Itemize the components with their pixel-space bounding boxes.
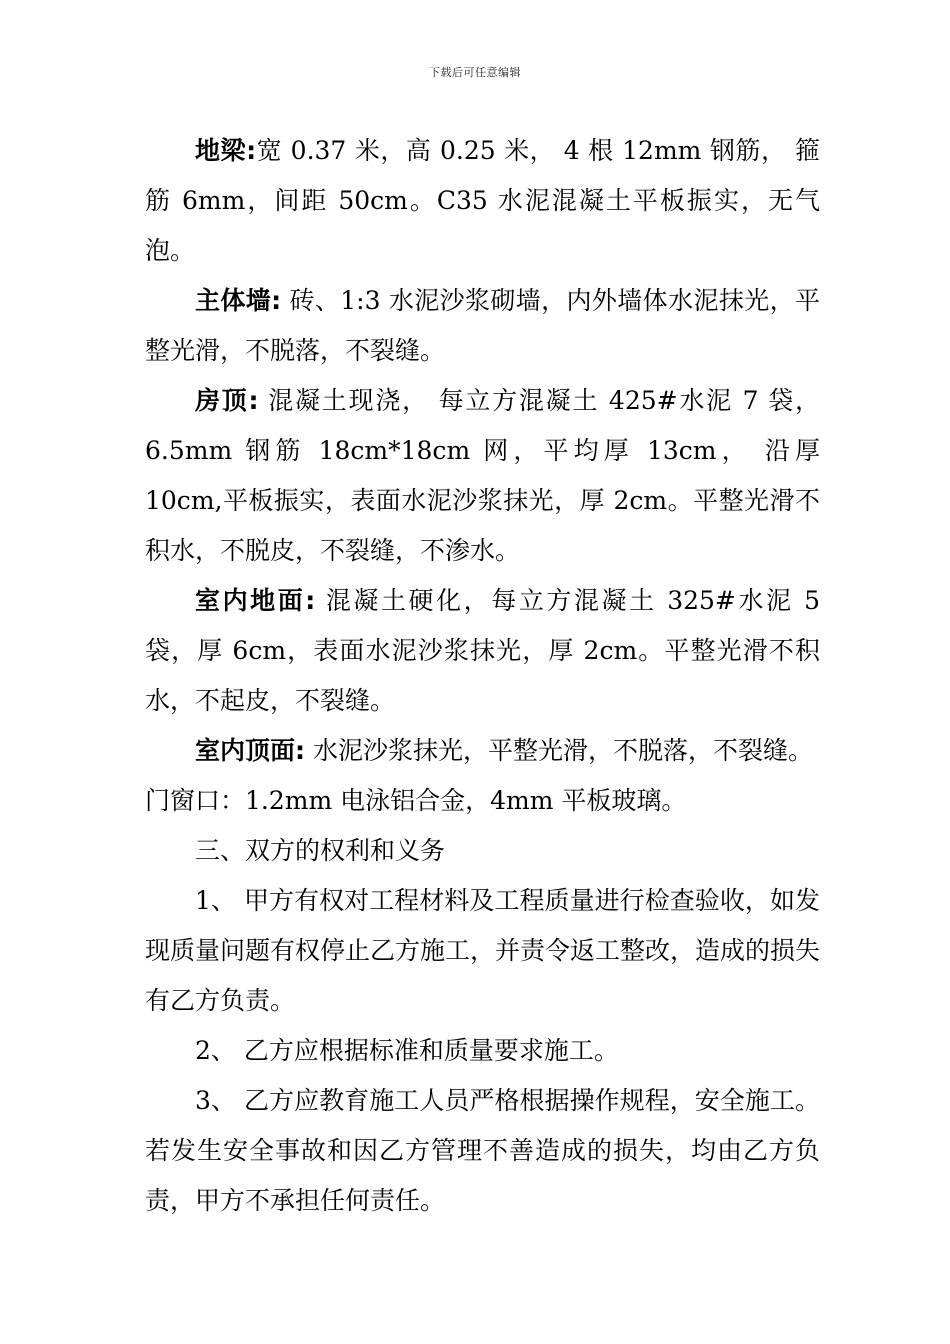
paragraph-doors-windows: 门窗口：1.2mm 电泳铝合金，4mm 平板玻璃。 <box>145 786 687 815</box>
page-header: 下载后可任意编辑 <box>429 66 521 79</box>
label-roof: 房顶: <box>195 386 259 415</box>
text-main-wall: 砖、1:3 水泥沙浆砌墙，内外墙体水泥抹光，平整光滑，不脱落，不裂缝。 <box>145 286 820 365</box>
text-ground-beam: 宽 0.37 米，高 0.25 米， 4 根 12mm 钢筋， 箍筋 6mm，间距 50cm。C35 水泥混凝土平板振实，无气泡。 <box>145 136 820 265</box>
section-three-item-2: 2、 乙方应根据标准和质量要求施工。 <box>195 1036 619 1065</box>
text-indoor-floor: 混凝土硬化，每立方混凝土 325#水泥 5 袋，厚 6cm，表面水泥沙浆抹光，厚 2cm。平整光滑不积水，不起皮，不裂缝。 <box>145 586 820 715</box>
paragraph-ground-beam <box>145 126 820 276</box>
text-roof: 混凝土现浇， 每立方混凝土 425#水泥 7 袋，6.5mm 钢筋 18cm*18cm 网，平均厚 13cm， 沿厚 10cm,平板振实，表面水泥沙浆抹光，厚 2cm。平整光滑不积水，不脱皮，不裂缝，不渗水。 <box>145 386 821 565</box>
document-body <box>145 126 820 1226</box>
label-main-wall: 主体墙: <box>195 286 282 315</box>
text-indoor-ceiling: 水泥沙浆抹光，平整光滑，不脱落，不裂缝。 <box>305 736 813 765</box>
paragraph-indoor-floor <box>145 576 820 726</box>
paragraph-indoor-ceiling <box>145 726 820 776</box>
section-three-heading: 三、双方的权利和义务 <box>195 836 446 865</box>
label-indoor-ceiling: 室内顶面: <box>195 736 305 765</box>
paragraph-roof <box>145 376 820 576</box>
section-three-item-1: 1、 甲方有权对工程材料及工程质量进行检查验收，如发现质量问题有权停止乙方施工，并责令返工整改，造成的损失有乙方负责。 <box>145 886 821 1015</box>
label-indoor-floor: 室内地面: <box>195 586 316 615</box>
label-ground-beam: 地梁: <box>195 136 257 165</box>
section-three-item-3: 3、 乙方应教育施工人员严格根据操作规程，安全施工。若发生安全事故和因乙方管理不善造成的损失，均由乙方负责，甲方不承担任何责任。 <box>145 1086 820 1215</box>
paragraph-main-wall <box>145 276 820 376</box>
